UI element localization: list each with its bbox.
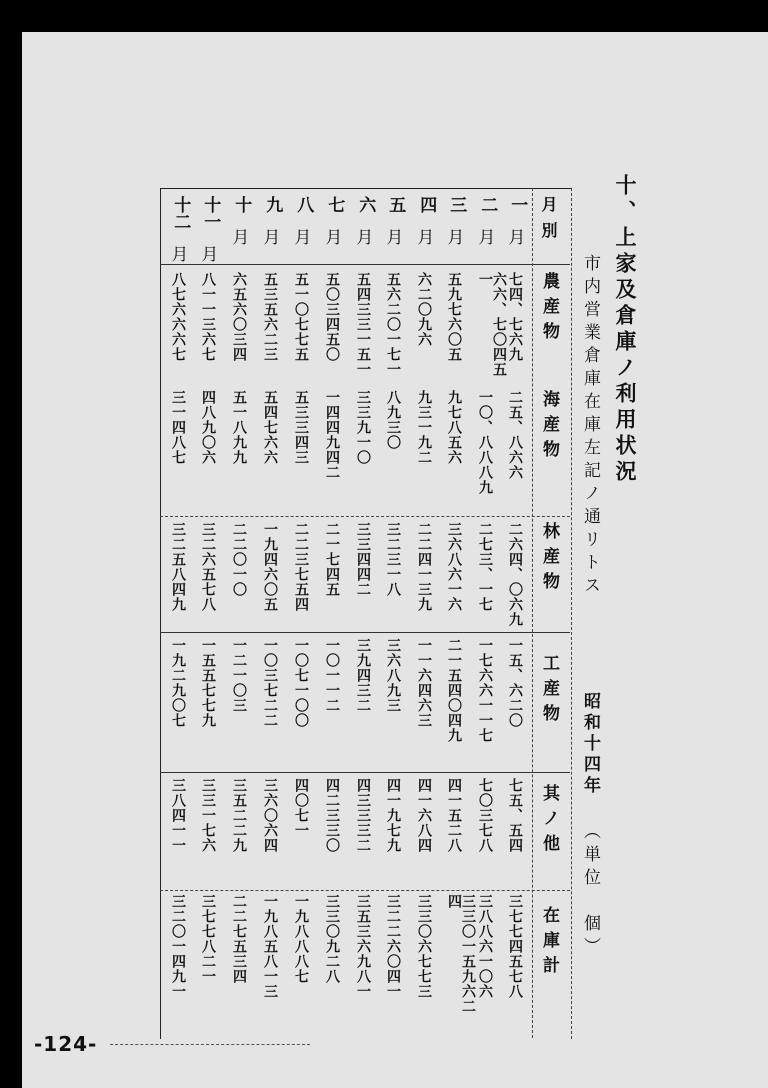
table-cell: 四八九〇六 <box>200 390 216 465</box>
table-cell: 五一〇七七五 <box>293 272 309 362</box>
table-cell: 一〇七一〇〇 <box>293 638 309 728</box>
category-label: 海産物 <box>539 390 559 465</box>
month-label <box>259 196 285 245</box>
table-cell: 二二四一三九 <box>416 522 432 612</box>
month-suffix: 月 <box>413 228 434 246</box>
month-suffix: 月 <box>259 228 280 246</box>
month-suffix: 月 <box>321 228 342 246</box>
table-cell: 五四七六六 <box>262 390 278 465</box>
table-cell: 三三〇六七七三 <box>416 894 432 999</box>
table-cell: 三三一七六 <box>200 778 216 853</box>
table-cell: 二二三七五四 <box>293 522 309 612</box>
table-cell: 四二三三〇 <box>324 778 340 853</box>
table-cell: 六五六〇三四 <box>231 272 247 362</box>
table-cell: 三七七四五七八 <box>507 894 523 999</box>
table-cell: 三六八六一六 <box>446 522 462 612</box>
month-suffix: 月 <box>443 228 464 246</box>
table-cell: 五〇三四五〇 <box>324 272 340 362</box>
table-cell: 五三三四三 <box>293 390 309 465</box>
table-cell: 一二一〇三 <box>231 638 247 713</box>
table-cell: 二二七五三四 <box>231 894 247 984</box>
table-cell: 二五、八六六 <box>507 390 523 480</box>
table-cell: 三八八六一〇六 <box>477 894 493 999</box>
table-cell: 三六〇六四 <box>262 778 278 853</box>
month-label <box>197 196 223 262</box>
table-cell: 三三四四二 <box>355 522 371 597</box>
month-number: 三 <box>446 196 467 213</box>
table-cell: 五六二〇一七一 <box>385 272 401 377</box>
table-cell: 一〇一一二 <box>324 638 340 713</box>
category-label: 其ノ他 <box>539 784 559 859</box>
table-cell: 五九七六〇五 <box>446 272 462 362</box>
month-suffix: 月 <box>290 228 311 246</box>
month-number: 七 <box>324 196 345 213</box>
table-cell: 四一六八四 <box>416 778 432 853</box>
table-cell: 三五二二九 <box>231 778 247 853</box>
month-suffix: 月 <box>228 228 249 246</box>
table-cell: 八一一三六七 <box>200 272 216 362</box>
month-number: 二 <box>477 196 498 213</box>
month-label <box>504 196 530 245</box>
page-number: -124- <box>34 1032 98 1056</box>
table-cell: 九七八五六 <box>446 390 462 465</box>
category-label: 工産物 <box>539 654 559 729</box>
table-cell: 一九八五八一三 <box>262 894 278 999</box>
table-cell: 一五、六二〇 <box>507 638 523 728</box>
month-label <box>474 196 500 245</box>
table-cell: 九三一九二 <box>416 390 432 465</box>
section-title: 十、上家及倉庫ノ利用状況 <box>613 174 638 486</box>
table-cell: 一九二九〇七 <box>170 638 186 728</box>
table-cell: 三二二六〇四一 <box>385 894 401 999</box>
table-cell: 三八四一一 <box>170 778 186 853</box>
month-label <box>413 196 439 245</box>
table-cell: 一〇、八八八九 <box>477 390 493 495</box>
table-cell: 四一九七九 <box>385 778 401 853</box>
table-cell: 七〇三七八 <box>477 778 493 853</box>
table-cell: 八七六六六七 <box>170 272 186 362</box>
table-cell: 一五五七七九 <box>200 638 216 728</box>
table-cell: 四〇七一 <box>293 778 309 838</box>
table-cell: 三三九一〇 <box>355 390 371 465</box>
month-number: 十一 <box>200 196 221 230</box>
month-number: 五 <box>385 196 406 213</box>
month-label <box>167 196 193 262</box>
table-cell: 二六四、〇六九 <box>507 522 523 627</box>
month-label <box>443 196 469 245</box>
table-column-rule <box>532 188 533 1038</box>
table-cell: 二七三、一七 <box>477 522 493 612</box>
year-label: 昭和十四年 <box>580 692 600 797</box>
table-cell: 一七六六一一七 <box>477 638 493 743</box>
table-row-rule <box>160 516 570 517</box>
table-cell: 五四三三一五一 <box>355 272 371 377</box>
unit-label: （単位 個） <box>580 822 600 960</box>
month-number: 十二 <box>170 196 191 230</box>
month-suffix: 月 <box>197 245 218 263</box>
month-label <box>321 196 347 245</box>
table-cell: 三七七八二一 <box>200 894 216 984</box>
month-suffix: 月 <box>352 228 373 246</box>
table-cell: 一一六四六三 <box>416 638 432 728</box>
table-cell: 三三〇九二八 <box>324 894 340 984</box>
table-cell: 六二〇九六 <box>416 272 432 347</box>
month-number: 一 <box>507 196 528 213</box>
month-number: 六 <box>355 196 376 213</box>
table-cell: 五三五六二三 <box>262 272 278 362</box>
category-label: 林産物 <box>539 522 559 597</box>
table-cell: 二一七四五 <box>324 522 340 597</box>
month-number: 十 <box>231 196 252 213</box>
table-cell: 三二五八四九 <box>170 522 186 612</box>
table-cell: 三二〇一四九一 <box>170 894 186 999</box>
month-number: 四 <box>416 196 437 213</box>
month-label <box>228 196 254 245</box>
category-label: 在庫計 <box>539 906 559 981</box>
table-cell: 三九四三二 <box>355 638 371 713</box>
table-row-rule <box>160 632 570 633</box>
footer-rule <box>110 1044 310 1045</box>
table-cell: 二二〇一〇 <box>231 522 247 597</box>
month-number: 八 <box>293 196 314 213</box>
table-cell: 六六、七〇四五一 <box>477 272 507 377</box>
table-cell: 四一五二八 <box>446 778 462 853</box>
table-cell: 三五三六九八一 <box>355 894 371 999</box>
table-cell: 三一四八七 <box>170 390 186 465</box>
table-cell: 三二六五七八 <box>200 522 216 612</box>
table-cell: 一九八八八七 <box>293 894 309 984</box>
table-cell: 一〇三七二二 <box>262 638 278 728</box>
month-label <box>290 196 316 245</box>
month-suffix: 月 <box>474 228 495 246</box>
month-suffix: 月 <box>382 228 403 246</box>
table-header-rule <box>160 264 570 265</box>
table-cell: 五一八九九 <box>231 390 247 465</box>
table-cell: 七五、五四 <box>507 778 523 853</box>
table-cell: 一九四六〇五 <box>262 522 278 612</box>
document-page <box>22 32 768 1088</box>
table-row-rule <box>160 772 570 773</box>
table-cell: 三三〇一五九六二四 <box>446 894 476 1014</box>
month-number: 九 <box>262 196 283 213</box>
month-suffix: 月 <box>167 245 188 263</box>
table-cell: 一四四九四二 <box>324 390 340 480</box>
section-subtitle: 市内営業倉庫在庫左記ノ通リトス <box>580 254 600 599</box>
table-cell: 三六八九三 <box>385 638 401 713</box>
month-header: 月別 <box>539 196 558 248</box>
table-cell: 四三三三二 <box>355 778 371 853</box>
month-suffix: 月 <box>504 228 525 246</box>
table-row-rule <box>160 890 570 891</box>
table-cell: 三二三一八 <box>385 522 401 597</box>
table-cell: 二一五四〇四九 <box>446 638 462 743</box>
table-cell: 八九三〇 <box>385 390 401 450</box>
month-label <box>382 196 408 245</box>
category-label: 農産物 <box>539 272 559 347</box>
month-label <box>352 196 378 245</box>
table-cell: 七四、七六九 <box>507 272 523 362</box>
